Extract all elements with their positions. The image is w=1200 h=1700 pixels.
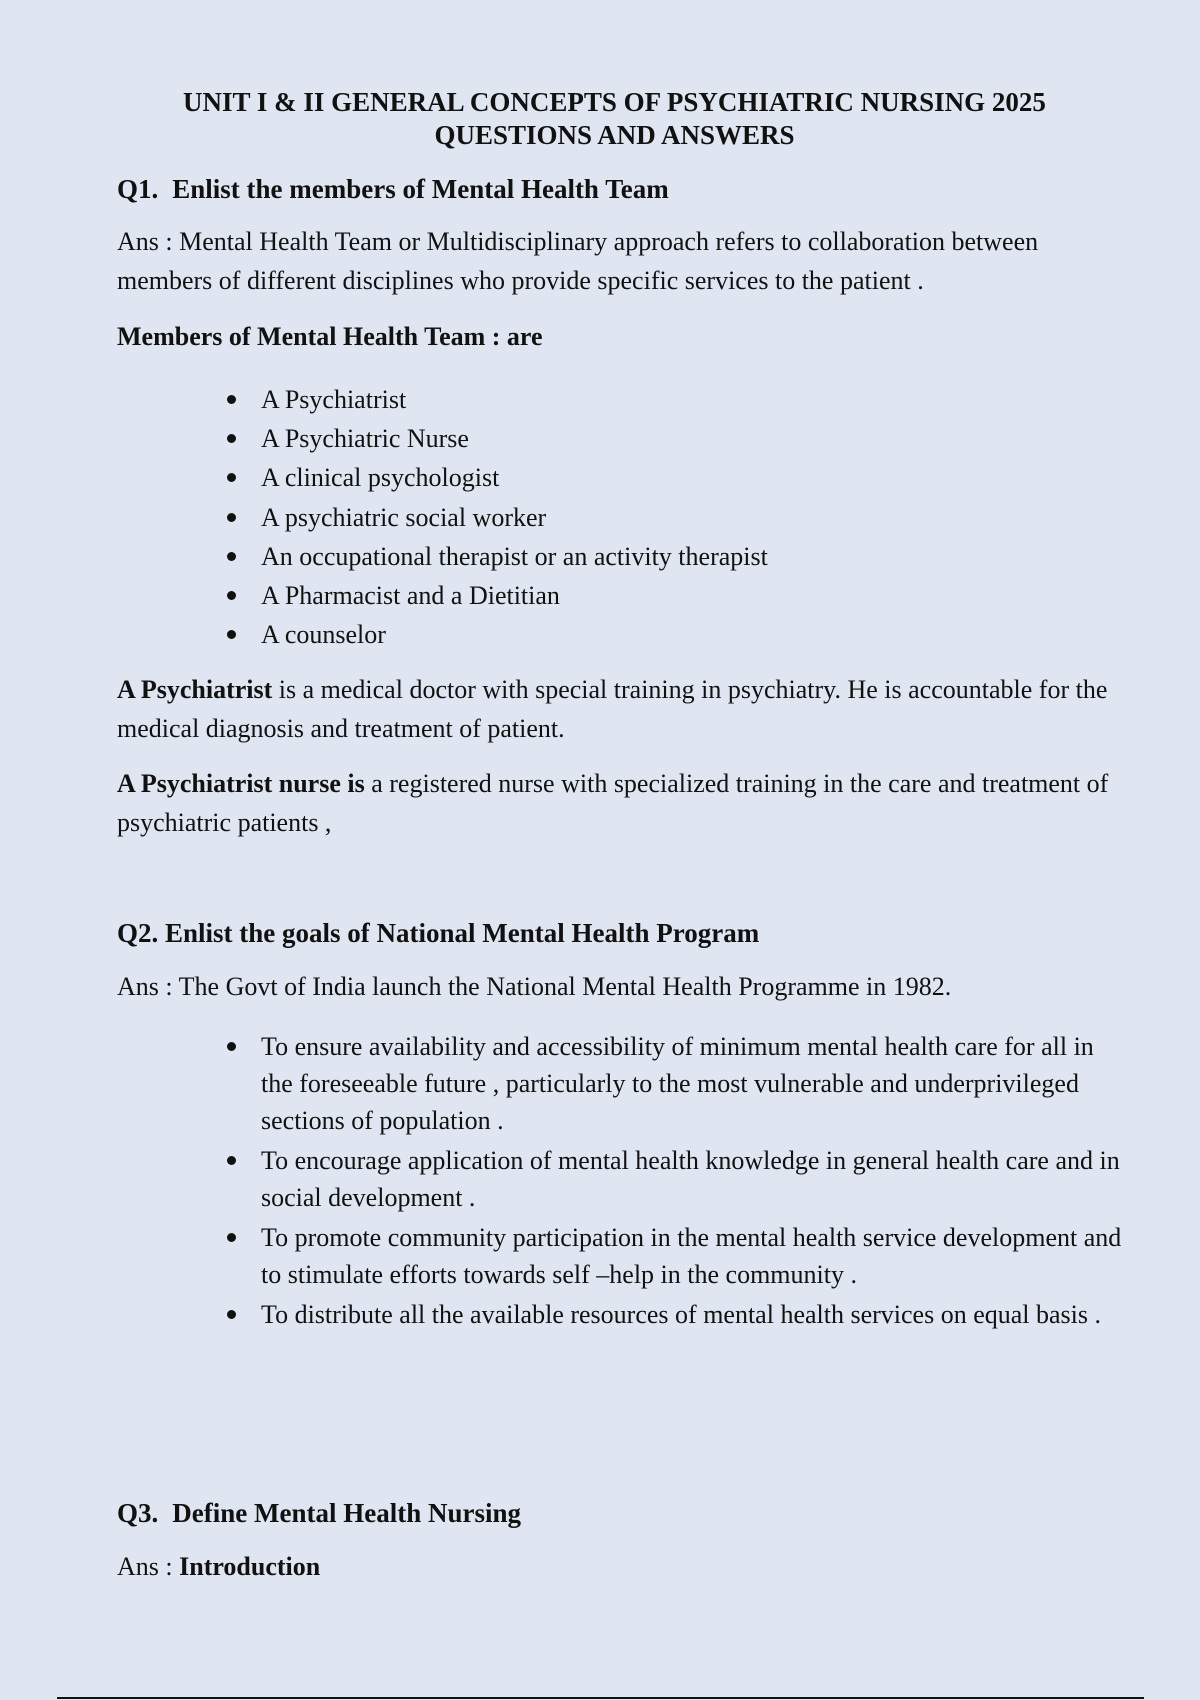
q3-answer <box>117 1548 1117 1587</box>
list-item: A psychiatric social worker <box>223 498 1023 537</box>
list-item: To encourage application of mental health knowledge in general health care and in social development . <box>223 1142 1128 1216</box>
document-title <box>117 86 1112 152</box>
members-list <box>223 380 1023 654</box>
q3-answer-heading: Introduction <box>179 1552 321 1581</box>
list-item: To ensure availability and accessibility of minimum mental health care for all in the foreseeable future , particularly to the most vulnerable and underprivileged sections of population . <box>223 1028 1128 1139</box>
psychiatric-nurse-term: A Psychiatrist nurse is <box>117 769 365 798</box>
list-item: A clinical psychologist <box>223 458 1023 497</box>
goals-list <box>223 1028 1128 1336</box>
bottom-divider <box>57 1697 1144 1699</box>
list-item: To distribute all the available resources of mental health services on equal basis . <box>223 1296 1128 1333</box>
psychiatrist-definition <box>117 671 1117 748</box>
q3-heading <box>117 1496 521 1530</box>
psychiatrist-def-text: is a medical doctor with special training in psychiatry. He is accountable for the medical diagnosis and treatment of patient. <box>117 675 1108 743</box>
q1-number: Q1. <box>117 174 159 204</box>
q2-heading: Q2. Enlist the goals of National Mental Health Program <box>117 918 760 948</box>
list-item: An occupational therapist or an activity therapist <box>223 537 1023 576</box>
q1-heading <box>117 172 669 206</box>
q3-question: Define Mental Health Nursing <box>172 1498 521 1528</box>
list-item: A Pharmacist and a Dietitian <box>223 576 1023 615</box>
list-item: A counselor <box>223 615 1023 654</box>
psychiatric-nurse-definition <box>117 765 1117 842</box>
q3-answer-prefix: Ans : <box>117 1552 180 1581</box>
q1-answer: Ans : Mental Health Team or Multidisciplinary approach refers to collaboration between members of different disciplines who provide specific services to the patient . <box>117 227 1039 295</box>
members-heading: Members of Mental Health Team : are <box>117 322 543 351</box>
list-item: To promote community participation in the mental health service development and to stimulate efforts towards self –help in the community . <box>223 1219 1128 1293</box>
q1-question: Enlist the members of Mental Health Team <box>172 174 669 204</box>
document-title-line-1: UNIT I & II GENERAL CONCEPTS OF PSYCHIATRIC NURSING 2025 <box>183 87 1046 117</box>
document-title-line-2: QUESTIONS AND ANSWERS <box>434 120 795 150</box>
q2-answer: Ans : The Govt of India launch the National Mental Health Programme in 1982. <box>117 972 952 1001</box>
q3-number: Q3. <box>117 1498 159 1528</box>
psychiatrist-term: A Psychiatrist <box>117 675 273 704</box>
list-item: A Psychiatrist <box>223 380 1023 419</box>
psychiatric-nurse-def-text: a registered nurse with specialized training in the care and treatment of psychiatric patients , <box>117 769 1109 837</box>
list-item: A Psychiatric Nurse <box>223 419 1023 458</box>
